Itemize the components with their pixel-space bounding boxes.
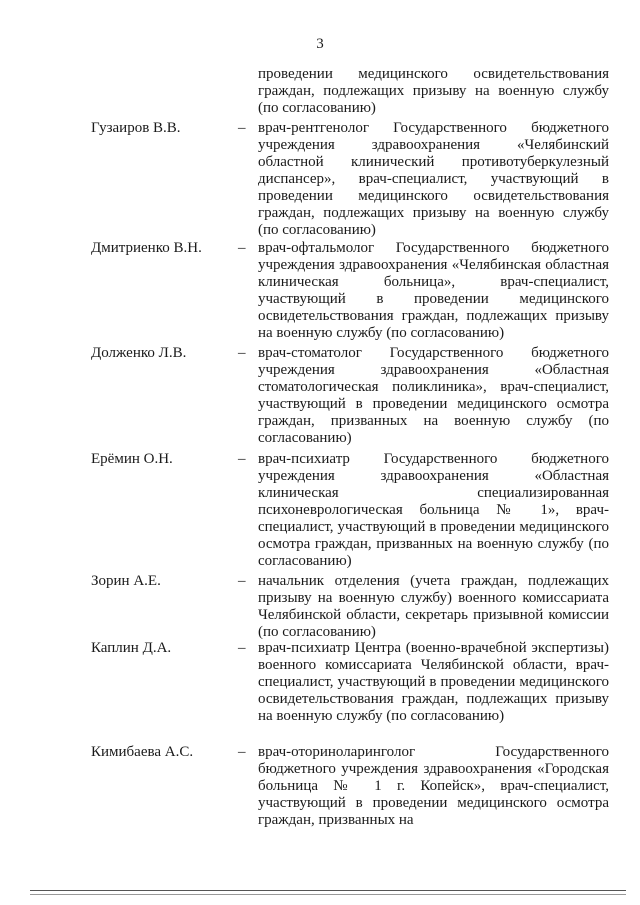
entry-description: врач-оториноларинголог Государственного бюджетного учреждения здравоохранения «Городская больница № 1 г. Копейск», врач-специалист, участвующий в проведении медицинского осмотра граждан, призванных на (258, 744, 609, 828)
entry-description: врач-рентгенолог Государственного бюджетного учреждения здравоохранения «Челябинский областной клинический противотуберкулезный диспансер», врач-специалист, участвующий в проведении медицинского освидетельствования граждан, подлежащих призыву на военную службу (по согласованию) (258, 120, 609, 238)
entry-description: врач-стоматолог Государственного бюджетного учреждения здравоохранения «Областная стоматологическая поликлиника», врач-специалист, участвующий в проведении медицинского осмотра граждан, призванных на военную службу (по согласованию) (258, 345, 609, 446)
entry-name: Дмитриенко В.Н. (91, 240, 202, 256)
entry-name: Зорин А.Е. (91, 573, 161, 589)
entry-dash: – (238, 573, 246, 589)
continuation-text: проведении медицинского освидетельствования граждан, подлежащих призыву на военную службу (по согласованию) (258, 66, 609, 116)
entry-description: врач-офтальмолог Государственного бюджетного учреждения здравоохранения «Челябинская областная клиническая больница», врач-специалист, участвующий в проведении медицинского освидетельствования граждан, подлежащих призыву на военную службу (по согласованию) (258, 240, 609, 341)
entry-description: врач-психиатр Государственного бюджетного учреждения здравоохранения «Областная клиническая специализированная психоневрологическая больница № 1», врач-специалист, участвующий в проведении медицинского осмотра граждан, призванных на военную службу (по согласованию) (258, 451, 609, 569)
entry-dash: – (238, 451, 246, 467)
entry-name: Гузаиров В.В. (91, 120, 181, 136)
entry-dash: – (238, 120, 246, 136)
entry-name: Каплин Д.А. (91, 640, 172, 656)
entry-description: начальник отделения (учета граждан, подлежащих призыву на военную службу) военного комиссариата Челябинской области, секретарь призывной комиссии (по согласованию) (258, 573, 609, 640)
entry-dash: – (238, 240, 246, 256)
entry-dash: – (238, 640, 246, 656)
page-number: 3 (316, 36, 324, 52)
entry-description: врач-психиатр Центра (военно-врачебной экспертизы) военного комиссариата Челябинской области, врач-специалист, участвующий в проведении медицинского освидетельствования граждан, подлежащих призыву на военную службу (по согласованию) (258, 640, 609, 724)
entry-dash: – (238, 744, 246, 760)
page-bottom-rule-faint (30, 894, 626, 895)
entry-name: Долженко Л.В. (91, 345, 187, 361)
entry-name: Кимибаева А.С. (91, 744, 194, 760)
entry-dash: – (238, 345, 246, 361)
entry-name: Ерёмин О.Н. (91, 451, 173, 467)
page-bottom-rule (30, 890, 626, 891)
